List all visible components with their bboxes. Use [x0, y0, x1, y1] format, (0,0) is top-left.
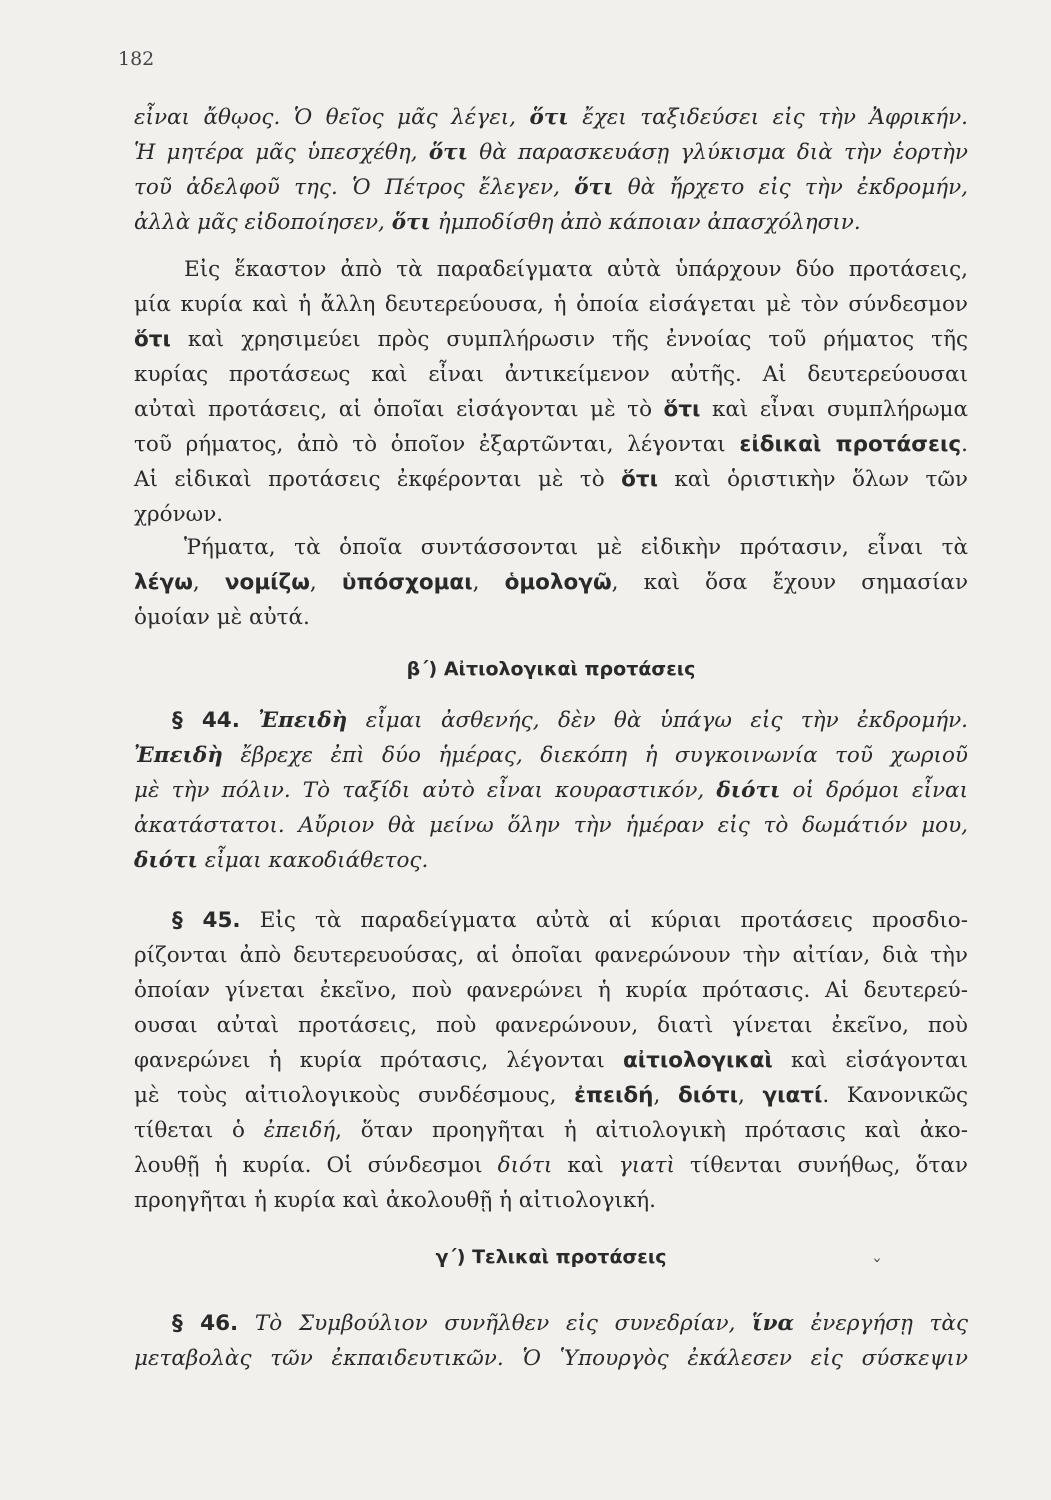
- text-line: Ἐπειδὴ ἔβρεχε ἐπὶ δύο ἡμέρας, διεκόπη ἡ συγκοινωνία τοῦ χωριοῦ: [134, 743, 968, 768]
- text-line: ἀλλὰ μᾶς εἰδοποίησεν, ὅτι ἠμποδίσθη ἀπὸ κάποιαν ἀπασχόλησιν.: [134, 210, 861, 235]
- text-line: ἀκατάστατοι. Αὔριον θὰ μείνω ὅλην τὴν ἡμέραν εἰς τὸ δωμάτιόν μου,: [134, 813, 968, 838]
- text-line: Ῥήματα, τὰ ὁποῖα συντάσσονται μὲ εἰδικὴν πρότασιν, εἶναι τὰ: [184, 535, 968, 560]
- text-line: Ἡ μητέρα μᾶς ὑπεσχέθη, ὅτι θὰ παρασκευάσῃ γλύκισμα διὰ τὴν ἑορτὴν: [134, 140, 968, 165]
- text-line: ρίζονται ἀπὸ δευτερευούσας, αἱ ὁποῖαι φανερώνουν τὴν αἰτίαν, διὰ τὴν: [134, 943, 968, 968]
- text-line: προηγῆται ἡ κυρία καὶ ἀκολουθῇ ἡ αἰτιολογική.: [134, 1188, 657, 1213]
- text-line: λέγω, νομίζω, ὑπόσχομαι, ὁμολογῶ, καὶ ὅσα ἔχουν σημασίαν: [134, 570, 969, 595]
- paragraph-examples-oti: [134, 100, 968, 240]
- text-line: ὁποίαν γίνεται ἐκεῖνο, ποὺ φανερώνει ἡ κυρία πρότασις. Αἱ δευτερεύ-: [134, 978, 968, 1003]
- text-line: ουσαι αὐταὶ προτάσεις, ποὺ φανερώνουν, διατὶ γίνεται ἐκεῖνο, ποὺ: [134, 1013, 968, 1038]
- page-number: 182: [118, 48, 155, 70]
- text-line: § 46. Τὸ Συμβούλιον συνῆλθεν εἰς συνεδρίαν, ἵνα ἐνεργήσῃ τὰς: [172, 1311, 968, 1336]
- text-line: τίθεται ὁ ἐπειδή, ὅταν προηγῆται ἡ αἰτιολογικὴ πρότασις καὶ ἀκο-: [134, 1118, 968, 1143]
- text-line: ὁμοίαν μὲ αὐτά.: [134, 605, 310, 630]
- section-heading-final: [134, 1240, 968, 1275]
- text-line: λουθῇ ἡ κυρία. Οἱ σύνδεσμοι διότι καὶ γιατὶ τίθενται συνήθως, ὅταν: [134, 1153, 968, 1178]
- text-line: μὲ τοὺς αἰτιολογικοὺς συνδέσμους, ἐπειδή, διότι, γιατί. Κανονικῶς: [134, 1083, 969, 1108]
- text-line: εἶναι ἄθῳος. Ὁ θεῖος μᾶς λέγει, ὅτι ἔχει ταξιδεύσει εἰς τὴν Ἀφρικήν.: [134, 105, 968, 130]
- section-44: [134, 703, 968, 878]
- text-line: τοῦ ἀδελφοῦ της. Ὁ Πέτρος ἔλεγεν, ὅτι θὰ ἤρχετο εἰς τὴν ἐκδρομήν,: [134, 175, 968, 200]
- margin-mark: ˇ: [872, 1255, 882, 1279]
- text-line: διότι εἶμαι κακοδιάθετος.: [134, 848, 429, 873]
- text-line: μὲ τὴν πόλιν. Τὸ ταξίδι αὐτὸ εἶναι κουραστικόν, διότι οἱ δρόμοι εἶναι: [134, 778, 968, 803]
- text-line: μία κυρία καὶ ἡ ἄλλη δευτερεύουσα, ἡ ὁποία εἰσάγεται μὲ τὸν σύνδεσμον: [134, 292, 968, 317]
- text-line: φανερώνει ἡ κυρία πρότασις, λέγονται αἰτιολογικαὶ καὶ εἰσάγονται: [134, 1048, 968, 1073]
- text-line: μεταβολὰς τῶν ἐκπαιδευτικῶν. Ὁ Ὑπουργὸς ἐκάλεσεν εἰς σύσκεψιν: [134, 1346, 968, 1371]
- paragraph-verbs: [134, 530, 968, 635]
- text-line: § 45. Εἰς τὰ παραδείγματα αὐτὰ αἱ κύριαι προτάσεις προσδιο-: [172, 908, 968, 933]
- text-line: αὐταὶ προτάσεις, αἱ ὁποῖαι εἰσάγονται μὲ τὸ ὅτι καὶ εἶναι συμπλήρωμα: [134, 397, 968, 422]
- text-line: χρόνων.: [134, 502, 224, 527]
- paragraph-explanation: [134, 252, 968, 532]
- text-line: κυρίας προτάσεως καὶ εἶναι ἀντικείμενον αὐτῆς. Αἱ δευτερεύουσαι: [134, 362, 968, 387]
- text-line: § 44. Ἐπειδὴ εἶμαι ἀσθενής, δὲν θὰ ὑπάγω εἰς τὴν ἐκδρομήν.: [172, 708, 968, 733]
- heading-text: β΄) Αἰτιολογικαὶ προτάσεις: [406, 658, 696, 680]
- section-46: [134, 1306, 968, 1376]
- text-line: τοῦ ρήματος, ἀπὸ τὸ ὁποῖον ἐξαρτῶνται, λέγονται εἰδικαὶ προτάσεις.: [134, 432, 968, 457]
- heading-text: γ΄) Τελικαὶ προτάσεις: [435, 1246, 667, 1268]
- text-line: ὅτι καὶ χρησιμεύει πρὸς συμπλήρωσιν τῆς ἐννοίας τοῦ ρήματος τῆς: [134, 327, 968, 352]
- text-line: Αἱ εἰδικαὶ προτάσεις ἐκφέρονται μὲ τὸ ὅτι καὶ ὁριστικὴν ὅλων τῶν: [134, 467, 969, 492]
- section-heading-causal: [134, 652, 968, 687]
- text-line: Εἰς ἕκαστον ἀπὸ τὰ παραδείγματα αὐτὰ ὑπάρχουν δύο προτάσεις,: [184, 257, 968, 282]
- section-45: [134, 903, 968, 1218]
